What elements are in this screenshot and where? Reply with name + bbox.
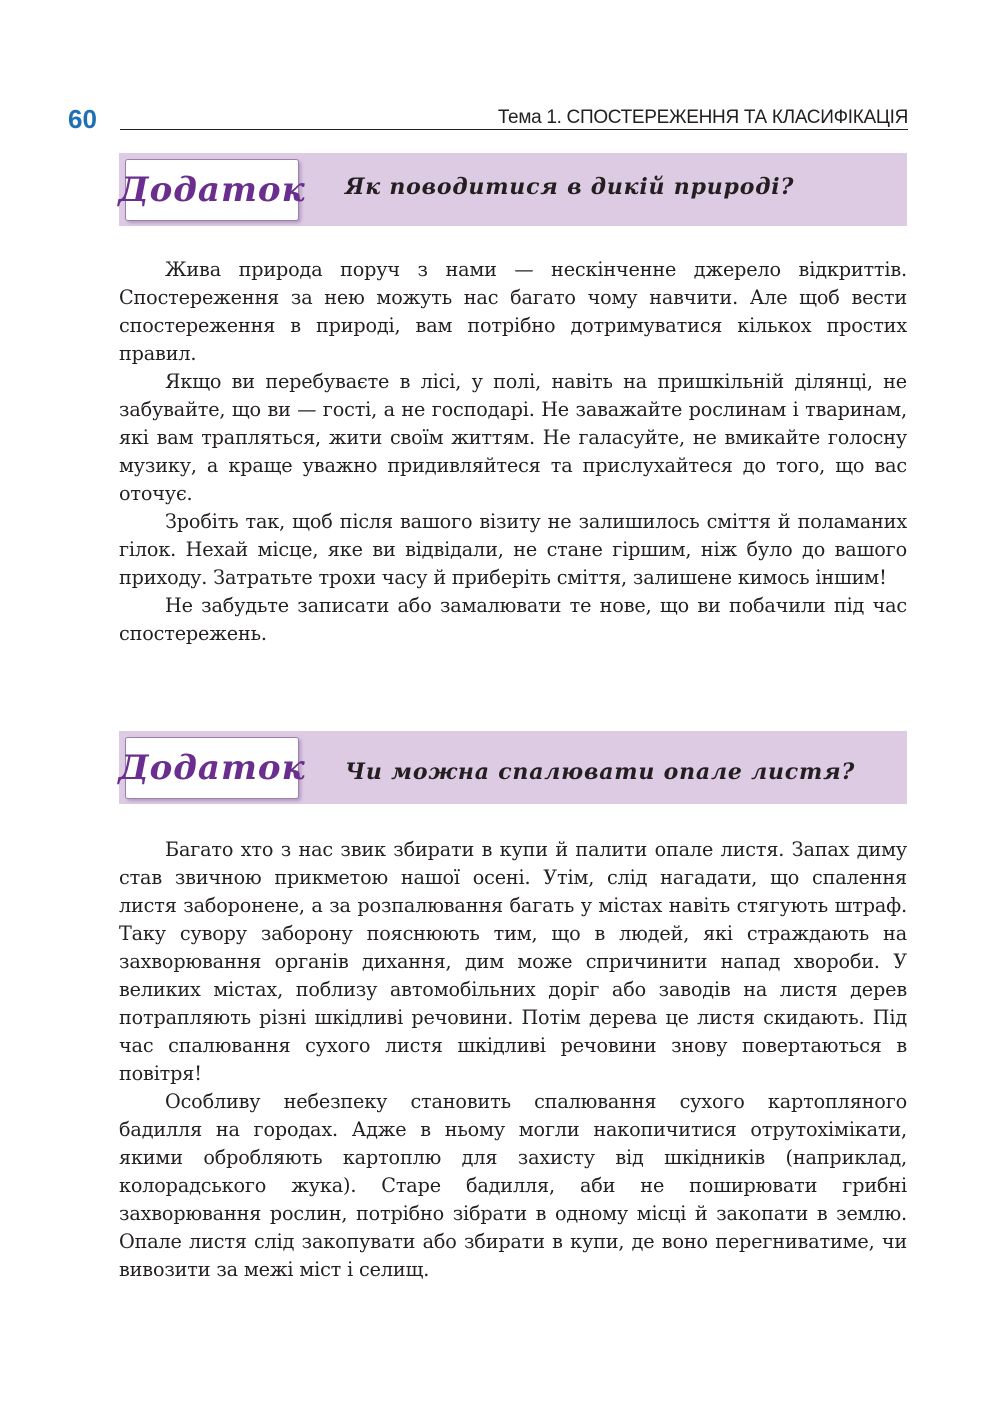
paragraph: Якщо ви перебуваєте в лісі, у полі, навіть на пришкільній ділянці, не забувайте, що ви — гості, а не господарі. Не заважайте рослинам і тваринам, які вам трапляться, жити своїм життям. Не галасуйте, не вмикайте голосну музику, а краще уважно придивляйтеся та прислухайтеся до того, що вас оточує. bbox=[119, 370, 907, 505]
appendix-badge bbox=[118, 159, 306, 221]
section-title: Чи можна спалювати опале листя? bbox=[345, 759, 856, 785]
appendix-badge-label: Додаток bbox=[118, 748, 306, 788]
section-body bbox=[119, 836, 907, 1284]
paragraph: Зробіть так, щоб після вашого візиту не залишилось сміття й поламаних гілок. Нехай місце, яке ви відвідали, не стане гіршим, ніж було до вашого приходу. Затратьте трохи часу й приберіть сміття, залишене кимось іншим! bbox=[119, 510, 907, 589]
page-header bbox=[68, 104, 908, 134]
section-banner bbox=[119, 731, 907, 804]
section-banner bbox=[119, 153, 907, 226]
appendix-badge-label: Додаток bbox=[118, 170, 306, 210]
header-rule bbox=[120, 129, 908, 130]
paragraph: Жива природа поруч з нами — нескінченне джерело відкриттів. Спостереження за нею можуть нас багато чому навчити. Але щоб вести спостереження в природі, вам потрібно дотримуватися кількох простих правил. bbox=[119, 258, 907, 365]
paragraph: Багато хто з нас звик збирати в купи й палити опале листя. Запах диму став звичною прикметою нашої осені. Утім, слід нагадати, що спалення листя заборонене, а за розпалювання багать у містах навіть стягують штраф. Таку сувору заборону пояснюють тим, що в людей, які страждають на захворювання органів дихання, дим може спричинити напад хвороби. У великих містах, поблизу автомобільних доріг або заводів на листя дерев потрапляють різні шкідливі речовини. Потім дерева це листя скидають. Під час спалювання сухого листя шкідливі речовини знову повертаються в повітря! bbox=[119, 838, 907, 1085]
section-title: Як поводитися в дикій природі? bbox=[345, 174, 795, 200]
page-number: 60 bbox=[68, 104, 97, 134]
topic-title: Тема 1. СПОСТЕРЕЖЕННЯ ТА КЛАСИФІКАЦІЯ bbox=[490, 107, 908, 129]
section-body bbox=[119, 256, 907, 648]
paragraph: Не забудьте записати або замалювати те нове, що ви побачили під час спостережень. bbox=[119, 594, 907, 645]
appendix-badge bbox=[118, 737, 306, 799]
paragraph: Особливу небезпеку становить спалювання сухого картопляного бадилля на городах. Адже в ньому могли накопичитися отрутохімікати, якими обробляють картоплю для захисту від шкідників (наприклад, колорадського жука). Старе бадилля, аби не поширювати грибні захворювання рослин, потрібно зібрати в одному місці й закопати в землю. Опале листя слід закопувати або збирати в купи, де воно перегниватиме, чи вивозити за межі міст і селищ. bbox=[119, 1090, 907, 1281]
